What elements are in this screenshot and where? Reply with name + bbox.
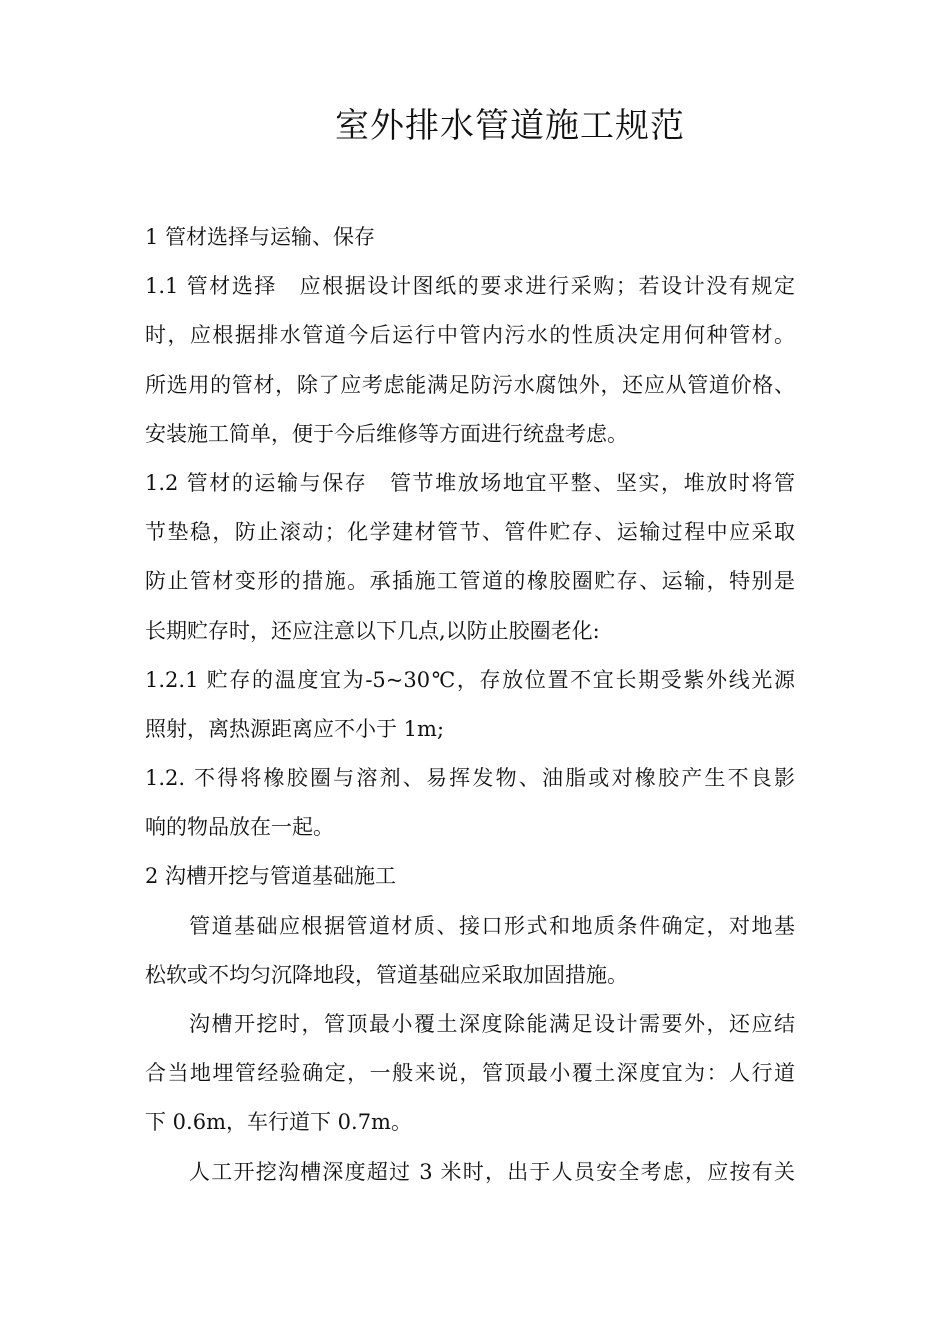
paragraph-line: 所选用的管材，除了应考虑能满足防污水腐蚀外，还应从管道价格、 [145,372,795,397]
paragraph-line: 长期贮存时，还应注意以下几点,以防止胶圈老化: [145,618,600,643]
document-body [145,213,795,1197]
section-heading-2: 2 沟槽开挖与管道基础施工 [145,864,397,889]
paragraph-line: 时，应根据排水管道今后运行中管内污水的性质决定用何种管材。 [145,323,795,348]
paragraph-line: 节垫稳，防止滚动；化学建材管节、管件贮存、运输过程中应采取 [145,520,795,545]
paragraph-line: 1.2.1 贮存的温度宜为-5~30℃，存放位置不宜长期受紫外线光源 [145,667,795,692]
paragraph-line: 管道基础应根据管道材质、接口形式和地质条件确定，对地基 [189,913,795,938]
paragraph-line: 人工开挖沟槽深度超过 3 米时，出于人员安全考虑，应按有关 [189,1159,795,1184]
paragraph-line: 下 0.6m，车行道下 0.7m。 [145,1110,412,1135]
paragraph-line: 松软或不均匀沉降地段，管道基础应采取加固措施。 [145,962,628,987]
paragraph-line: 防止管材变形的措施。承插施工管道的橡胶圈贮存、运输，特别是 [145,569,795,594]
paragraph-line: 1.2. 不得将橡胶圈与溶剂、易挥发物、油脂或对橡胶产生不良影 [145,766,795,791]
paragraph-line: 响的物品放在一起。 [145,815,334,840]
paragraph-line: 照射，离热源距离应不小于 1m; [145,716,445,741]
paragraph-line: 1.2 管材的运输与保存 管节堆放场地宜平整、坚实，堆放时将管 [145,470,795,495]
paragraph-line: 安装施工简单，便于今后维修等方面进行统盘考虑。 [145,421,628,446]
paragraph-line: 合当地埋管经验确定，一般来说，管顶最小覆土深度宜为：人行道 [145,1061,795,1086]
document-title: 室外排水管道施工规范 [335,106,685,146]
paragraph-line: 1.1 管材选择 应根据设计图纸的要求进行采购；若设计没有规定 [145,274,795,299]
section-heading-1: 1 管材选择与运输、保存 [145,225,376,249]
paragraph-line: 沟槽开挖时，管顶最小覆土深度除能满足设计需要外，还应结 [189,1012,795,1036]
